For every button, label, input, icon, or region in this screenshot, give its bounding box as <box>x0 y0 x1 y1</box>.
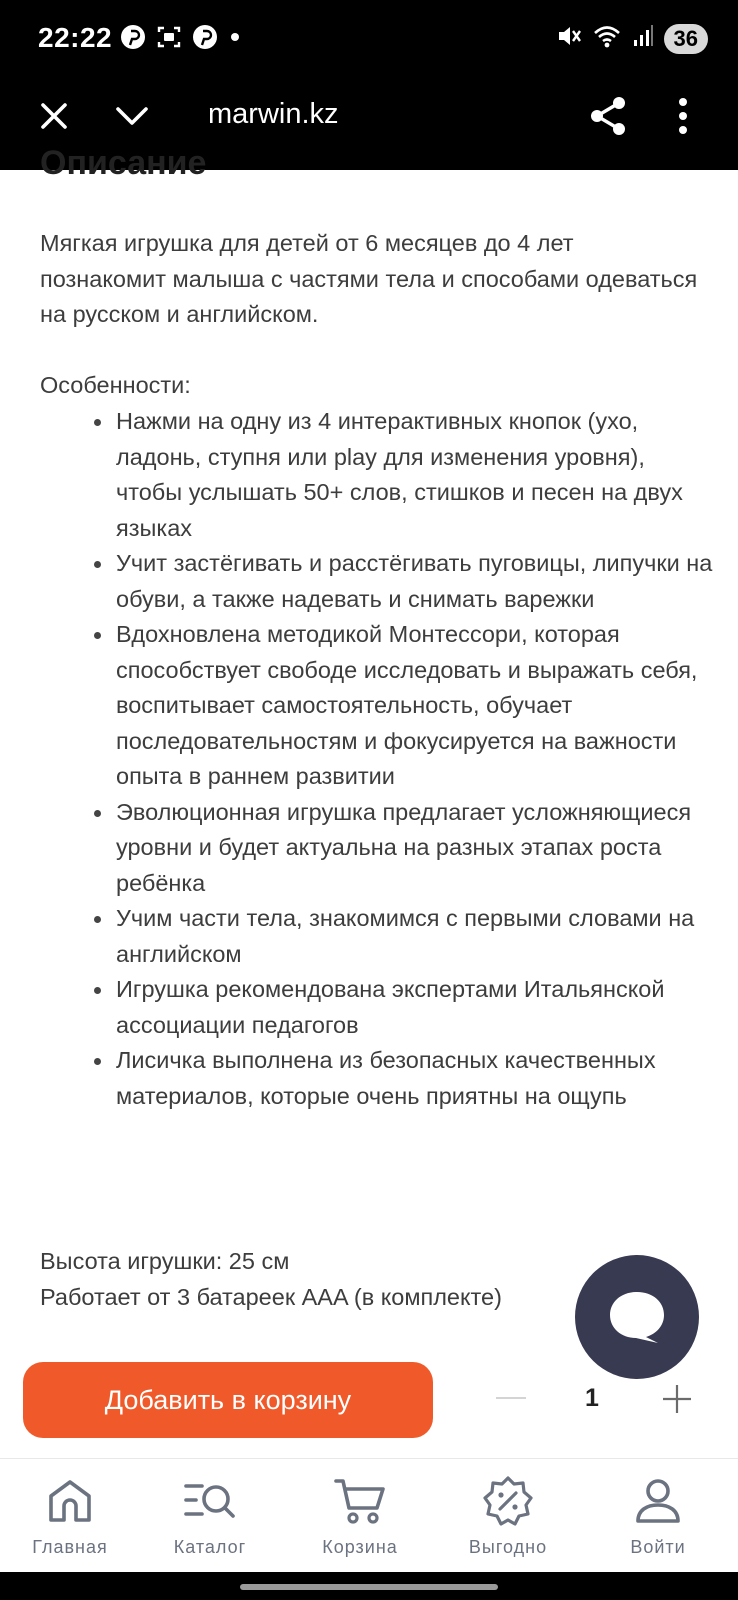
user-icon <box>630 1473 686 1529</box>
chevron-down-icon <box>115 105 149 127</box>
nav-item-catalog[interactable] <box>140 1459 280 1573</box>
nav-item-home[interactable] <box>0 1459 140 1573</box>
page-url[interactable]: marwin.kz <box>208 98 339 130</box>
wifi-icon <box>592 22 622 55</box>
quantity-increase-button[interactable] <box>660 1382 694 1416</box>
status-bar <box>0 0 738 78</box>
feature-item: Эволюционная игрушка предлагает усложняющиеся уровни и будет актуальна на разных этапах роста ребёнка <box>116 795 716 902</box>
minus-icon <box>496 1397 526 1401</box>
close-icon <box>39 101 69 131</box>
system-nav-bar <box>0 1572 738 1600</box>
quantity-value: 1 <box>585 1384 599 1412</box>
share-button[interactable] <box>586 94 630 138</box>
nav-label: Главная <box>32 1537 108 1557</box>
toy-height: Высота игрушки: 25 см <box>40 1248 290 1274</box>
more-vertical-icon <box>678 98 688 134</box>
feature-item: Учим части тела, знакомимся с первыми словами на английском <box>116 901 716 972</box>
nav-label: Корзина <box>322 1537 398 1557</box>
battery-indicator: 36 <box>664 24 708 54</box>
quantity-decrease-button[interactable] <box>494 1382 528 1416</box>
discount-badge-icon <box>480 1473 536 1529</box>
battery-info: Работает от 3 батареек AAA (в комплекте) <box>40 1284 502 1310</box>
feature-item: Лисичка выполнена из безопасных качественных материалов, которые очень приятны на ощупь <box>116 1043 716 1114</box>
more-menu-button[interactable] <box>668 96 698 136</box>
chat-bubble-icon <box>606 1288 668 1346</box>
cart-icon <box>332 1473 388 1529</box>
signal-icon <box>632 22 654 55</box>
add-to-cart-button[interactable]: Добавить в корзину <box>23 1362 433 1438</box>
nav-item-login[interactable] <box>588 1459 728 1573</box>
pinterest-icon <box>120 24 146 55</box>
mute-icon <box>554 22 582 55</box>
home-icon <box>42 1473 98 1529</box>
nav-label: Каталог <box>173 1537 247 1557</box>
pinterest-icon <box>192 24 218 55</box>
minimize-button[interactable] <box>112 98 152 134</box>
screenshot-icon <box>156 24 182 55</box>
close-tab-button[interactable] <box>36 98 72 134</box>
catalog-search-icon <box>182 1473 238 1529</box>
nav-label: Выгодно <box>468 1537 548 1557</box>
product-intro: Мягкая игрушка для детей от 6 месяцев до 4 лет познакомит малыша с частями тела и способами одеваться на русском и английском. <box>40 230 698 327</box>
chat-button[interactable] <box>575 1255 699 1379</box>
plus-icon <box>662 1384 692 1414</box>
notification-icons <box>120 24 242 55</box>
features-list <box>116 404 716 1114</box>
features-label: Особенности: <box>40 372 191 398</box>
nav-label: Войти <box>630 1537 686 1557</box>
section-title: Описание <box>40 144 207 182</box>
nav-item-cart[interactable] <box>290 1459 430 1573</box>
status-time: 22:22 <box>38 22 113 53</box>
feature-item: Учит застёгивать и расстёгивать пуговицы, липучки на обуви, а также надевать и снимать варежки <box>116 546 716 617</box>
system-icons <box>554 22 708 55</box>
nav-item-deals[interactable] <box>438 1459 578 1573</box>
bottom-navigation <box>0 1458 738 1572</box>
home-gesture-bar[interactable] <box>240 1584 498 1590</box>
feature-item: Игрушка рекомендована экспертами Итальянской ассоциации педагогов <box>116 972 716 1043</box>
dot-icon <box>228 24 242 55</box>
share-icon <box>589 96 627 136</box>
feature-item: Вдохновлена методикой Монтессори, которая способствует свободе исследовать и выражать себя, воспитывает самостоятельность, обучает последовательностям и фокусируется на важности опыта в раннем развитии <box>116 617 716 795</box>
feature-item: Нажми на одну из 4 интерактивных кнопок (ухо, ладонь, ступня или play для изменения уровня), чтобы услышать 50+ слов, стишков и песен на двух языках <box>116 404 716 546</box>
